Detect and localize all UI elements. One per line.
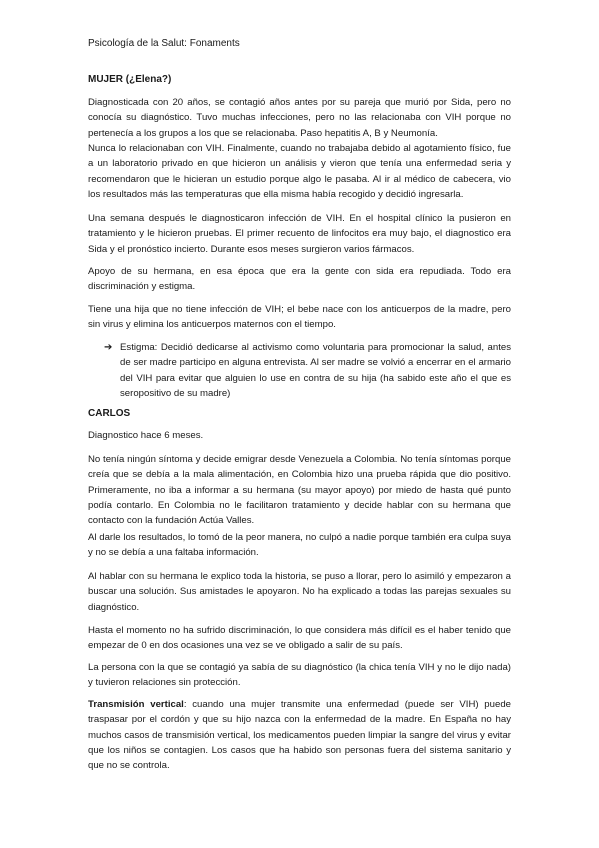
paragraph: La persona con la que se contagió ya sabía de su diagnóstico (la chica tenía VIH y no le dijo nada) y tuvieron relaciones sin protección. — [88, 662, 511, 689]
paragraph: No tenía ningún síntoma y decide emigrar desde Venezuela a Colombia. No tenía síntomas porque creía que se debía a la mala alimentación, en Colombia hizo una prueba rápida que dio positivo. Primeramente, no iba a informar a su hermana (su mayor apoyo) por miedo de hasta qué punto podía contarlo. En Colombia no le facilitaron tratamiento y decide hablar con su hermana que contacto con la fundación Actúa Valles. — [88, 454, 511, 527]
paragraph: Una semana después le diagnosticaron infección de VIH. En el hospital clínico la pusieron en tratamiento y le hicieron pruebas. El primer recuento de linfocitos era muy bajo, el diagnostico era Sida y el pronóstico incierto. Durante esos meses surgieron varios fármacos. — [88, 213, 511, 255]
section-heading-carlos: CARLOS — [88, 408, 131, 419]
paragraph: Hasta el momento no ha sufrido discriminación, lo que considera más difícil es el haber tenido que empezar de 0 en dos ocasiones una vez se ve obligado a salir de su país. — [88, 625, 511, 652]
paragraph-transmision-vertical — [88, 697, 511, 773]
section-heading-mujer: MUJER (¿Elena?) — [88, 74, 172, 85]
page-header: Psicología de la Salut: Fonaments — [88, 38, 240, 49]
paragraph: Diagnosticada con 20 años, se contagió años antes por su pareja que murió por Sida, pero no conocía su diagnóstico. Tuvo muchas infecciones, pero no las relacionaba con VIH porque no pertenecía a los grupos a los que se relacionaba. Paso hepatitis A, B y Neumonía. — [88, 97, 511, 139]
paragraph: Tiene una hija que no tiene infección de VIH; el bebe nace con los anticuerpos de la madre, pero sin virus y elimina los anticuerpos maternos con el tiempo. — [88, 304, 511, 331]
bullet-item: Estigma: Decidió dedicarse al activismo como voluntaria para promocionar la salud, antes de ser madre participo en alguna entrevista. Al ser madre se volvió a encerrar en el armario del VIH para evitar que alguien lo use en contra de su hija (ha sabido este año el que es seropositivo de su madre) — [120, 342, 511, 399]
paragraph: Al hablar con su hermana le explico toda la historia, se puso a llorar, pero lo asimiló y empezaron a buscar una solución. Sus amistades le apoyaron. No ha explicado a todas las parejas sexuales su diagnóstico. — [88, 571, 511, 613]
definition-text: : cuando una mujer transmite una enfermedad (puede ser VIH) puede traspasar por el cordón y que su hijo nazca con la enfermedad de la madre. En España no hay muchos casos de transmisión vertical, los medicamentos pueden limpiar la sangre del virus y evitar que los niños se contagien. Los casos que ha habido son personas fuera del sistema sanitario y que no se controla. — [88, 699, 511, 772]
paragraph: Apoyo de su hermana, en esa época que era la gente con sida era repudiada. Todo era discriminación y estigma. — [88, 266, 511, 293]
paragraph: Al darle los resultados, lo tomó de la peor manera, no culpó a nadie porque también era culpa suya y no se debía a una faltaba información. — [88, 532, 511, 559]
paragraph: Diagnostico hace 6 meses. — [88, 430, 204, 441]
paragraph: Nunca lo relacionaban con VIH. Finalmente, cuando no trabajaba debido al agotamiento físico, fue a un laboratorio privado en que hicieron un análisis y vieron que tenía una enfermedad seria y recomendaron que le hicieran un estudio porque algo le pasaba. Al ir al médico de cabecera, vio los resultados más las temperaturas que ella misma había recogido y decidió ingresarla. — [88, 143, 511, 200]
arrow-bullet-icon: ➔ — [104, 342, 113, 353]
term-transmision-vertical: Transmisión vertical — [88, 699, 184, 710]
